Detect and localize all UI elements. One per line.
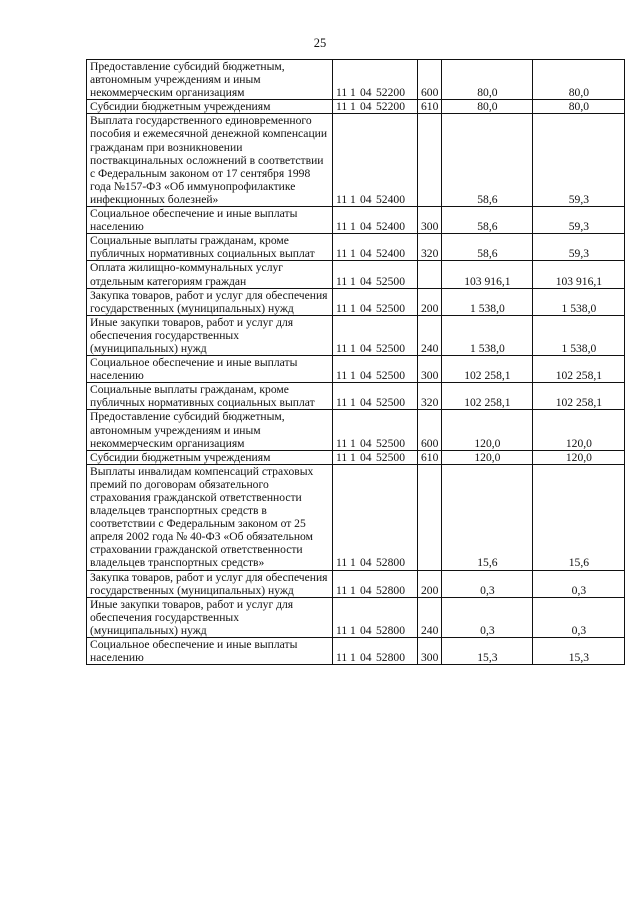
row-expense-type: 320 [418, 234, 442, 261]
code-subsection: 1 [350, 369, 356, 383]
row-code [333, 100, 418, 114]
code-subsection: 1 [350, 220, 356, 234]
row-code [333, 207, 418, 234]
code-group: 04 [360, 274, 372, 288]
code-group: 04 [360, 341, 372, 355]
table-row [87, 464, 625, 570]
code-subsection: 1 [350, 556, 356, 570]
row-expense-type: 300 [418, 207, 442, 234]
row-code [333, 315, 418, 355]
row-code [333, 234, 418, 261]
code-item: 52800 [376, 583, 405, 597]
code-section: 11 [336, 247, 348, 261]
code-item: 52200 [376, 86, 405, 100]
code-item: 52500 [376, 450, 405, 464]
row-value-2: 0,3 [533, 570, 625, 597]
row-value-1: 1 538,0 [442, 315, 533, 355]
row-name: Субсидии бюджетным учреждениям [87, 100, 333, 114]
code-subsection: 1 [350, 450, 356, 464]
code-item: 52500 [376, 436, 405, 450]
table-row [87, 60, 625, 100]
row-value-2: 1 538,0 [533, 288, 625, 315]
table-row [87, 100, 625, 114]
row-value-1: 58,6 [442, 207, 533, 234]
code-subsection: 1 [350, 247, 356, 261]
row-expense-type: 610 [418, 100, 442, 114]
row-expense-type: 240 [418, 597, 442, 637]
row-value-1: 80,0 [442, 100, 533, 114]
row-value-1: 15,6 [442, 464, 533, 570]
code-section: 11 [336, 450, 348, 464]
code-item: 52500 [376, 369, 405, 383]
code-subsection: 1 [350, 301, 356, 315]
table-row [87, 450, 625, 464]
code-item: 52800 [376, 651, 405, 665]
row-name: Предоставление субсидий бюджетным, автономным учреждениям и иным некоммерческим организациям [87, 410, 333, 450]
code-section: 11 [336, 556, 348, 570]
row-value-2: 80,0 [533, 100, 625, 114]
row-expense-type: 240 [418, 315, 442, 355]
code-section: 11 [336, 86, 348, 100]
row-value-1: 102 258,1 [442, 356, 533, 383]
code-subsection: 1 [350, 651, 356, 665]
row-value-1: 103 916,1 [442, 261, 533, 288]
table-row [87, 570, 625, 597]
code-subsection: 1 [350, 341, 356, 355]
code-subsection: 1 [350, 623, 356, 637]
table-row [87, 315, 625, 355]
row-value-1: 120,0 [442, 450, 533, 464]
code-section: 11 [336, 651, 348, 665]
code-item: 52200 [376, 100, 405, 114]
code-section: 11 [336, 274, 348, 288]
row-code [333, 597, 418, 637]
row-value-1: 0,3 [442, 597, 533, 637]
code-group: 04 [360, 556, 372, 570]
code-item: 52400 [376, 192, 405, 206]
row-value-2: 0,3 [533, 597, 625, 637]
code-item: 52500 [376, 396, 405, 410]
row-name: Социальное обеспечение и иные выплаты населению [87, 638, 333, 665]
row-value-2: 103 916,1 [533, 261, 625, 288]
budget-table [86, 59, 625, 665]
code-group: 04 [360, 192, 372, 206]
row-expense-type: 200 [418, 570, 442, 597]
row-expense-type: 610 [418, 450, 442, 464]
table-row [87, 410, 625, 450]
code-item: 52500 [376, 341, 405, 355]
code-subsection: 1 [350, 436, 356, 450]
row-code [333, 383, 418, 410]
code-section: 11 [336, 301, 348, 315]
row-name: Субсидии бюджетным учреждениям [87, 450, 333, 464]
code-item: 52500 [376, 274, 405, 288]
table-row [87, 356, 625, 383]
row-value-1: 15,3 [442, 638, 533, 665]
code-section: 11 [336, 100, 348, 114]
code-group: 04 [360, 450, 372, 464]
row-value-2: 1 538,0 [533, 315, 625, 355]
row-name: Выплаты инвалидам компенсаций страховых премий по договорам обязательного страхования гражданской ответственности владельцев транспортных средств в соответствии с Федеральным законом от 25 апреля 2002 года № 40-ФЗ «Об обязательном страховании гражданской ответственности владельцев транспортных средств» [87, 464, 333, 570]
code-subsection: 1 [350, 583, 356, 597]
row-value-1: 102 258,1 [442, 383, 533, 410]
code-section: 11 [336, 436, 348, 450]
row-value-2: 59,3 [533, 114, 625, 207]
code-subsection: 1 [350, 274, 356, 288]
code-item: 52500 [376, 301, 405, 315]
code-section: 11 [336, 396, 348, 410]
code-group: 04 [360, 651, 372, 665]
row-name: Выплата государственного единовременного пособия и ежемесячной денежной компенсации гражданам при возникновении поствакцинальных осложнений в соответствии с Федеральным законом от 17 сентября 1998 года №157-ФЗ «Об иммунопрофилактике инфекционных болезней» [87, 114, 333, 207]
row-value-1: 0,3 [442, 570, 533, 597]
row-expense-type [418, 114, 442, 207]
table-row [87, 234, 625, 261]
row-expense-type: 600 [418, 410, 442, 450]
code-group: 04 [360, 396, 372, 410]
page-number: 25 [313, 36, 327, 50]
code-group: 04 [360, 247, 372, 261]
row-expense-type: 600 [418, 60, 442, 100]
row-code [333, 464, 418, 570]
table-row [87, 383, 625, 410]
code-section: 11 [336, 623, 348, 637]
row-name: Предоставление субсидий бюджетным, автономным учреждениям и иным некоммерческим организациям [87, 60, 333, 100]
row-code [333, 570, 418, 597]
row-value-2: 80,0 [533, 60, 625, 100]
code-subsection: 1 [350, 100, 356, 114]
row-expense-type: 300 [418, 638, 442, 665]
code-group: 04 [360, 100, 372, 114]
row-name: Иные закупки товаров, работ и услуг для обеспечения государственных (муниципальных) нужд [87, 315, 333, 355]
code-group: 04 [360, 583, 372, 597]
code-group: 04 [360, 623, 372, 637]
code-subsection: 1 [350, 396, 356, 410]
row-value-2: 120,0 [533, 450, 625, 464]
code-item: 52800 [376, 556, 405, 570]
table-row [87, 288, 625, 315]
row-value-1: 58,6 [442, 114, 533, 207]
code-subsection: 1 [350, 86, 356, 100]
row-name: Оплата жилищно-коммунальных услуг отдельным категориям граждан [87, 261, 333, 288]
code-item: 52400 [376, 247, 405, 261]
code-group: 04 [360, 301, 372, 315]
row-name: Социальное обеспечение и иные выплаты населению [87, 207, 333, 234]
row-name: Закупка товаров, работ и услуг для обеспечения государственных (муниципальных) нужд [87, 288, 333, 315]
row-value-2: 15,6 [533, 464, 625, 570]
code-section: 11 [336, 341, 348, 355]
row-value-2: 15,3 [533, 638, 625, 665]
row-expense-type: 200 [418, 288, 442, 315]
row-value-2: 59,3 [533, 207, 625, 234]
code-item: 52400 [376, 220, 405, 234]
code-item: 52800 [376, 623, 405, 637]
row-code [333, 450, 418, 464]
row-code [333, 288, 418, 315]
row-code [333, 114, 418, 207]
code-group: 04 [360, 436, 372, 450]
row-value-2: 102 258,1 [533, 383, 625, 410]
row-expense-type [418, 464, 442, 570]
row-name: Социальное обеспечение и иные выплаты населению [87, 356, 333, 383]
row-value-1: 120,0 [442, 410, 533, 450]
row-expense-type [418, 261, 442, 288]
table-row [87, 207, 625, 234]
table-row [87, 114, 625, 207]
row-code [333, 638, 418, 665]
code-group: 04 [360, 220, 372, 234]
code-section: 11 [336, 583, 348, 597]
code-subsection: 1 [350, 192, 356, 206]
row-name: Социальные выплаты гражданам, кроме публичных нормативных социальных выплат [87, 383, 333, 410]
row-code [333, 60, 418, 100]
row-expense-type: 300 [418, 356, 442, 383]
table-row [87, 638, 625, 665]
code-group: 04 [360, 369, 372, 383]
row-value-2: 59,3 [533, 234, 625, 261]
table-row [87, 261, 625, 288]
code-section: 11 [336, 192, 348, 206]
code-section: 11 [336, 369, 348, 383]
row-value-2: 120,0 [533, 410, 625, 450]
code-section: 11 [336, 220, 348, 234]
row-value-1: 58,6 [442, 234, 533, 261]
row-value-1: 1 538,0 [442, 288, 533, 315]
code-group: 04 [360, 86, 372, 100]
row-code [333, 356, 418, 383]
row-code [333, 261, 418, 288]
row-value-1: 80,0 [442, 60, 533, 100]
row-name: Иные закупки товаров, работ и услуг для обеспечения государственных (муниципальных) нужд [87, 597, 333, 637]
row-value-2: 102 258,1 [533, 356, 625, 383]
row-name: Закупка товаров, работ и услуг для обеспечения государственных (муниципальных) нужд [87, 570, 333, 597]
table-row [87, 597, 625, 637]
row-name: Социальные выплаты гражданам, кроме публичных нормативных социальных выплат [87, 234, 333, 261]
row-code [333, 410, 418, 450]
row-expense-type: 320 [418, 383, 442, 410]
